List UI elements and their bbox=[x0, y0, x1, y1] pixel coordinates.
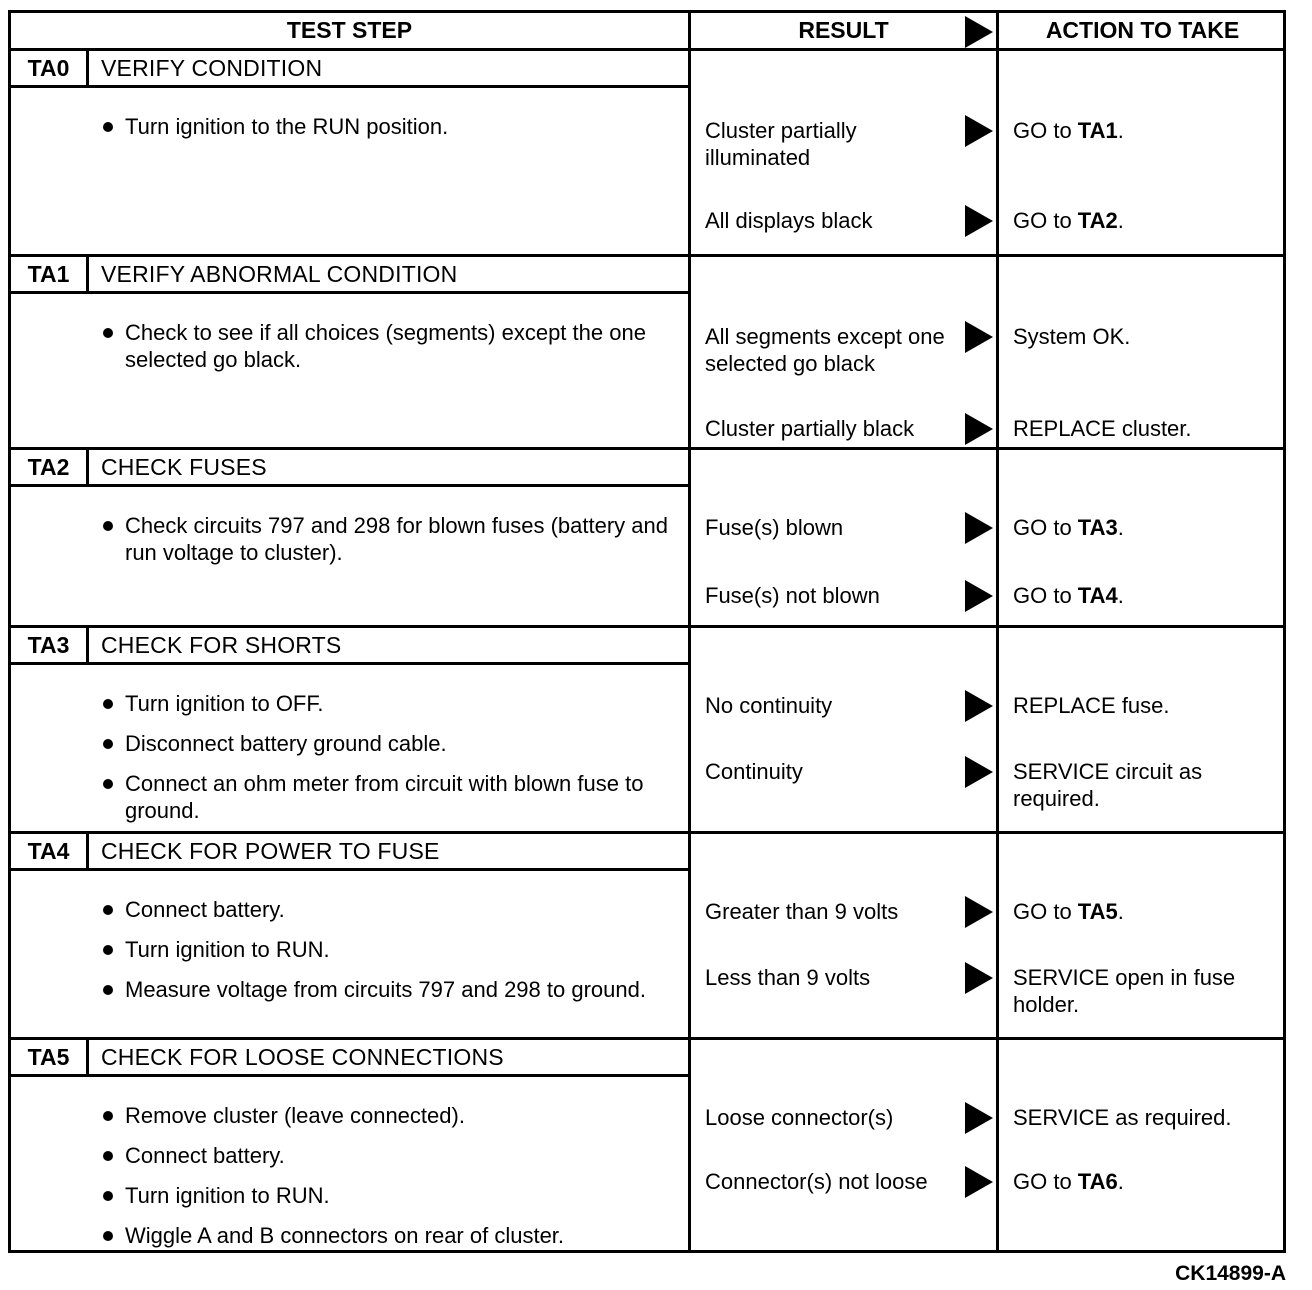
action-text bbox=[1013, 117, 1277, 144]
action-text bbox=[1013, 415, 1277, 442]
action-suffix: . bbox=[1117, 208, 1124, 233]
result-text: Continuity bbox=[705, 759, 803, 784]
step-id: TA2 bbox=[11, 450, 89, 484]
step-title: CHECK FOR POWER TO FUSE bbox=[101, 837, 440, 864]
step-title: CHECK FOR LOOSE CONNECTIONS bbox=[101, 1043, 504, 1070]
test-step-cell bbox=[11, 1040, 691, 1250]
action-text bbox=[1013, 758, 1277, 812]
test-step-cell bbox=[11, 628, 691, 831]
action-cell bbox=[999, 628, 1283, 831]
result-text: No continuity bbox=[705, 693, 833, 718]
instruction-item: Remove cluster (leave connected). bbox=[101, 1102, 676, 1129]
arrow-right-icon bbox=[965, 1102, 993, 1134]
test-step-cell bbox=[11, 51, 691, 254]
result-text: All displays black bbox=[705, 208, 873, 233]
arrow-right-icon bbox=[965, 115, 993, 147]
result-text: Less than 9 volts bbox=[705, 965, 871, 990]
result-text: Loose connector(s) bbox=[705, 1105, 894, 1130]
instruction-item: Turn ignition to RUN. bbox=[101, 936, 676, 963]
result-cell bbox=[691, 257, 999, 447]
action-suffix: . bbox=[1117, 583, 1124, 608]
result-text: All segments except one selected go black bbox=[705, 324, 945, 376]
test-step-cell bbox=[11, 257, 691, 447]
header-arrow-icon bbox=[965, 16, 993, 48]
header-result bbox=[691, 13, 999, 51]
step-header bbox=[11, 628, 688, 665]
result-cell bbox=[691, 628, 999, 831]
action-step-reference: TA2 bbox=[1077, 208, 1118, 233]
arrow-right-icon bbox=[965, 962, 993, 994]
step-title: VERIFY CONDITION bbox=[101, 54, 323, 81]
action-instruction: GO to bbox=[1013, 515, 1078, 540]
action-instruction: GO to bbox=[1013, 583, 1078, 608]
step-instructions bbox=[101, 512, 676, 579]
arrow-right-icon bbox=[965, 205, 993, 237]
step-header bbox=[11, 450, 688, 487]
arrow-right-icon bbox=[965, 512, 993, 544]
instruction-item: Measure voltage from circuits 797 and 298 to ground. bbox=[101, 976, 676, 1003]
result-text: Cluster partially illuminated bbox=[705, 118, 857, 170]
action-cell bbox=[999, 51, 1283, 254]
step-row-ta0 bbox=[11, 51, 1283, 254]
action-cell bbox=[999, 834, 1283, 1037]
step-header bbox=[11, 1040, 688, 1077]
instruction-item: Turn ignition to OFF. bbox=[101, 690, 676, 717]
action-text bbox=[1013, 323, 1277, 350]
instruction-item: Check circuits 797 and 298 for blown fuses (battery and run voltage to cluster). bbox=[101, 512, 676, 566]
instruction-item: Check to see if all choices (segments) except the one selected go black. bbox=[101, 319, 676, 373]
action-instruction: REPLACE cluster. bbox=[1013, 416, 1192, 441]
result-text: Greater than 9 volts bbox=[705, 899, 899, 924]
step-title: VERIFY ABNORMAL CONDITION bbox=[101, 260, 458, 287]
action-text bbox=[1013, 898, 1277, 925]
step-title: CHECK FUSES bbox=[101, 453, 267, 480]
step-row-ta3 bbox=[11, 625, 1283, 831]
action-instruction: System OK. bbox=[1013, 324, 1131, 349]
action-suffix: . bbox=[1117, 1169, 1124, 1194]
instruction-item: Turn ignition to the RUN position. bbox=[101, 113, 676, 140]
step-header bbox=[11, 834, 688, 871]
header-test-step: TEST STEP bbox=[11, 13, 691, 51]
step-instructions bbox=[101, 1102, 676, 1262]
action-instruction: SERVICE circuit as required. bbox=[1013, 759, 1203, 811]
header-action: ACTION TO TAKE bbox=[999, 13, 1286, 51]
result-text: Cluster partially black bbox=[705, 416, 915, 441]
step-id: TA5 bbox=[11, 1040, 89, 1074]
arrow-right-icon bbox=[965, 756, 993, 788]
action-step-reference: TA1 bbox=[1077, 118, 1118, 143]
action-suffix: . bbox=[1117, 118, 1124, 143]
step-id: TA0 bbox=[11, 51, 89, 85]
action-instruction: REPLACE fuse. bbox=[1013, 693, 1170, 718]
arrow-right-icon bbox=[965, 413, 993, 445]
step-row-ta5 bbox=[11, 1037, 1283, 1250]
action-text bbox=[1013, 514, 1277, 541]
action-instruction: SERVICE as required. bbox=[1013, 1105, 1232, 1130]
result-cell bbox=[691, 834, 999, 1037]
step-instructions bbox=[101, 319, 676, 386]
step-instructions bbox=[101, 690, 676, 837]
result-text: Connector(s) not loose bbox=[705, 1169, 928, 1194]
action-instruction: GO to bbox=[1013, 208, 1078, 233]
header-result-label: RESULT bbox=[798, 17, 889, 43]
result-text: Fuse(s) not blown bbox=[705, 583, 880, 608]
instruction-item: Disconnect battery ground cable. bbox=[101, 730, 676, 757]
figure-code: CK14899-A bbox=[1175, 1262, 1286, 1285]
instruction-item: Turn ignition to RUN. bbox=[101, 1182, 676, 1209]
action-instruction: GO to bbox=[1013, 1169, 1078, 1194]
action-step-reference: TA4 bbox=[1077, 583, 1118, 608]
action-suffix: . bbox=[1117, 899, 1124, 924]
arrow-right-icon bbox=[965, 1166, 993, 1198]
step-row-ta2 bbox=[11, 447, 1283, 625]
step-row-ta1 bbox=[11, 254, 1283, 447]
action-step-reference: TA5 bbox=[1077, 899, 1118, 924]
result-cell bbox=[691, 51, 999, 254]
result-cell bbox=[691, 1040, 999, 1250]
action-text bbox=[1013, 1168, 1277, 1195]
step-instructions bbox=[101, 896, 676, 1016]
action-text bbox=[1013, 1104, 1277, 1131]
action-cell bbox=[999, 450, 1283, 625]
action-step-reference: TA3 bbox=[1077, 515, 1118, 540]
action-instruction: GO to bbox=[1013, 118, 1078, 143]
instruction-item: Wiggle A and B connectors on rear of cluster. bbox=[101, 1222, 676, 1249]
action-cell bbox=[999, 1040, 1283, 1250]
instruction-item: Connect battery. bbox=[101, 1142, 676, 1169]
arrow-right-icon bbox=[965, 896, 993, 928]
instruction-item: Connect battery. bbox=[101, 896, 676, 923]
step-id: TA1 bbox=[11, 257, 89, 291]
test-step-cell bbox=[11, 834, 691, 1037]
result-cell bbox=[691, 450, 999, 625]
test-step-cell bbox=[11, 450, 691, 625]
step-header bbox=[11, 257, 688, 294]
action-instruction: GO to bbox=[1013, 899, 1078, 924]
step-instructions bbox=[101, 113, 676, 153]
step-row-ta4 bbox=[11, 831, 1283, 1037]
arrow-right-icon bbox=[965, 321, 993, 353]
action-text bbox=[1013, 207, 1277, 234]
step-header bbox=[11, 51, 688, 88]
diagnostic-table bbox=[8, 10, 1286, 1253]
action-text bbox=[1013, 964, 1277, 1018]
action-text bbox=[1013, 692, 1277, 719]
action-text bbox=[1013, 582, 1277, 609]
result-text: Fuse(s) blown bbox=[705, 515, 844, 540]
action-instruction: SERVICE open in fuse holder. bbox=[1013, 965, 1236, 1017]
arrow-right-icon bbox=[965, 580, 993, 612]
instruction-item: Connect an ohm meter from circuit with blown fuse to ground. bbox=[101, 770, 676, 824]
step-title: CHECK FOR SHORTS bbox=[101, 631, 342, 658]
arrow-right-icon bbox=[965, 690, 993, 722]
action-cell bbox=[999, 257, 1283, 447]
action-step-reference: TA6 bbox=[1077, 1169, 1118, 1194]
step-id: TA3 bbox=[11, 628, 89, 662]
action-suffix: . bbox=[1117, 515, 1124, 540]
step-id: TA4 bbox=[11, 834, 89, 868]
